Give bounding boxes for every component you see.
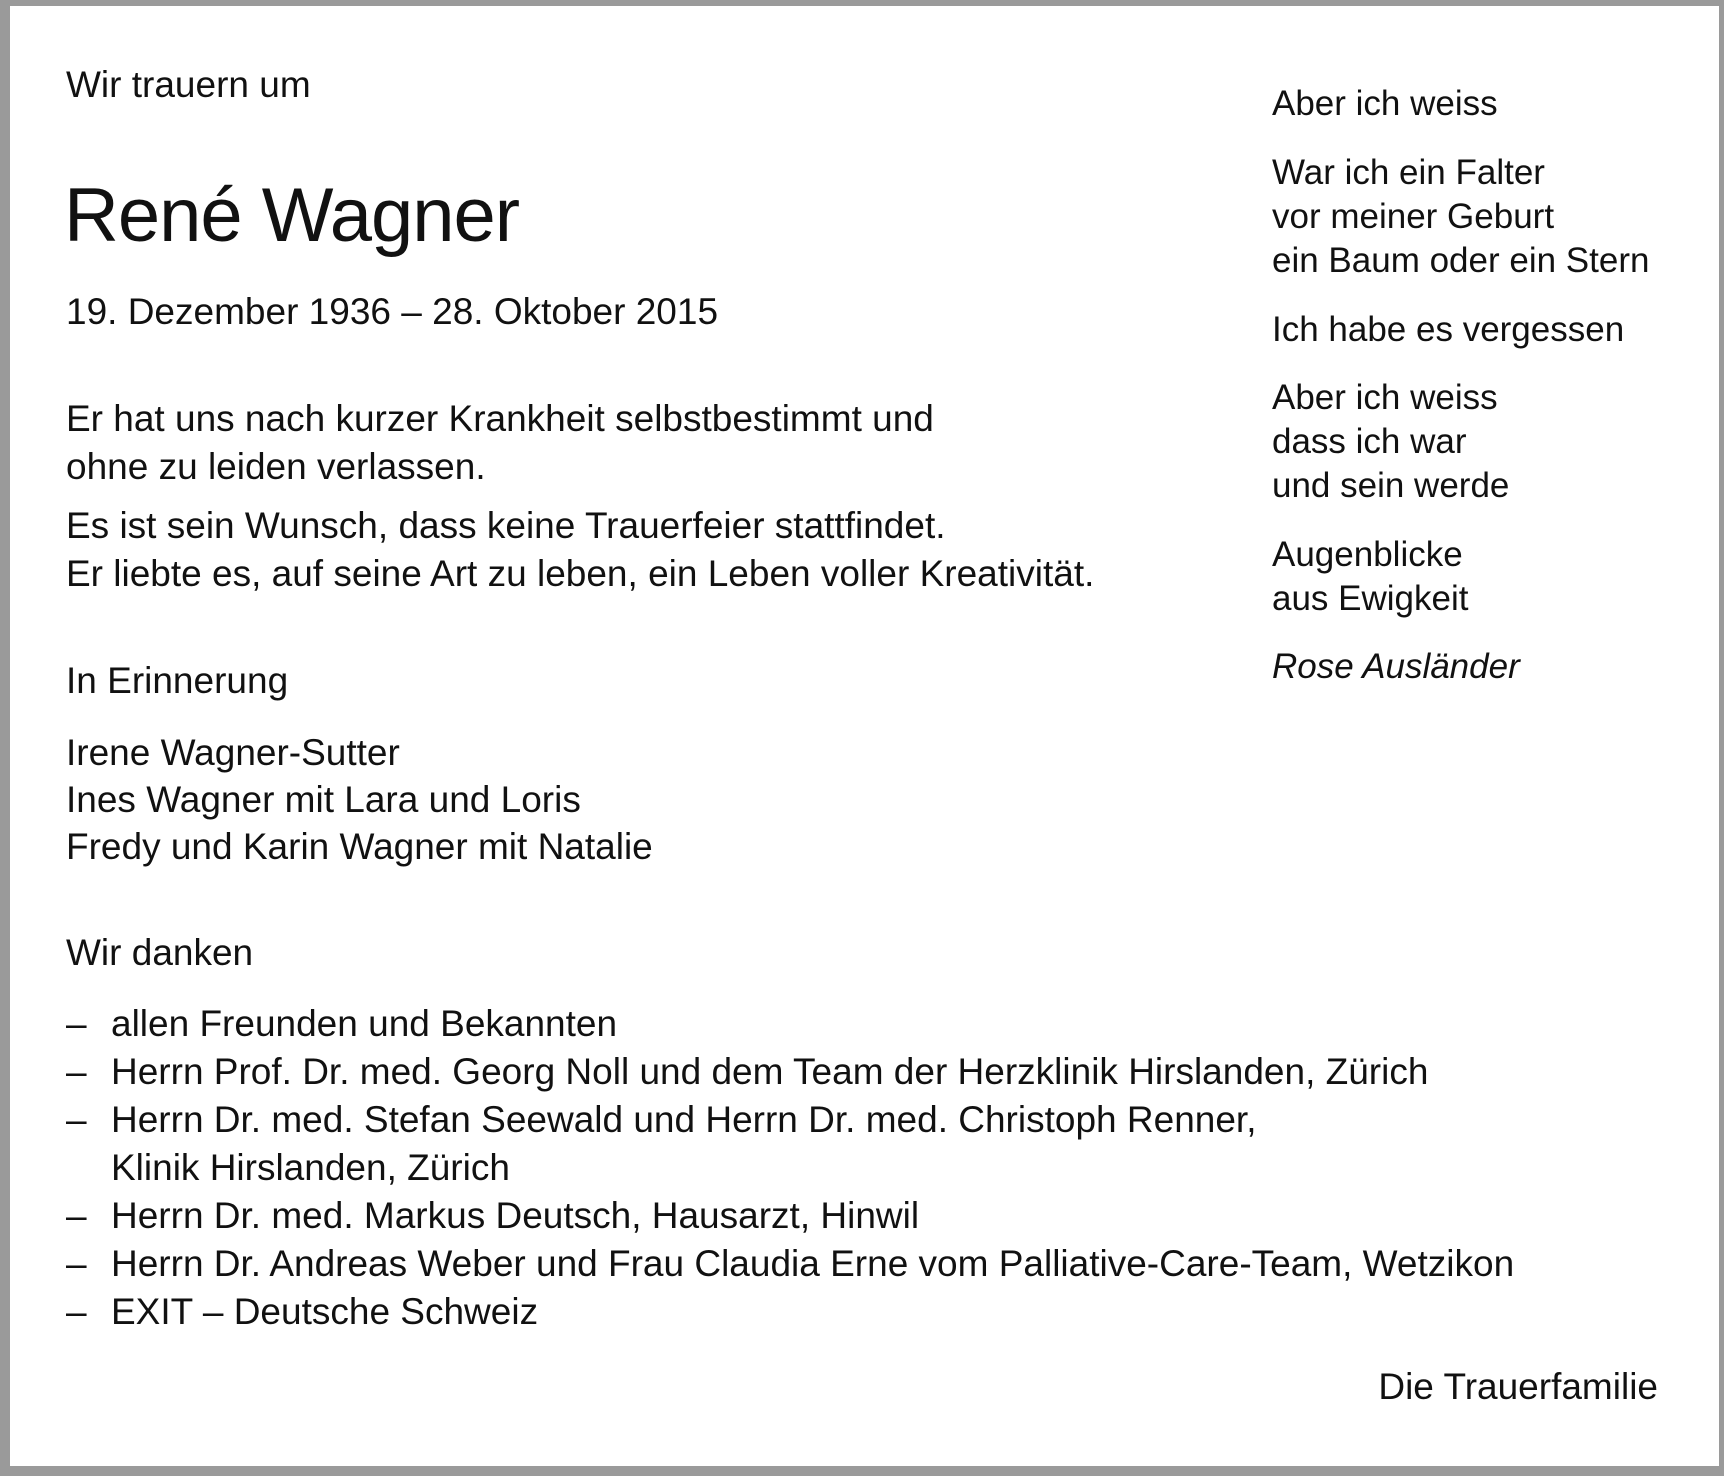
thanks-item-text: allen Freunden und Bekannten bbox=[111, 1003, 618, 1044]
thanks-item bbox=[66, 1000, 1514, 1048]
thanks-item bbox=[66, 1288, 1514, 1336]
poem-author: Rose Ausländer bbox=[1272, 647, 1520, 686]
poem-line: Ich habe es vergessen bbox=[1272, 310, 1625, 349]
thanks-item-text: Herrn Dr. Andreas Weber und Frau Claudia Erne vom Palliative-Care-Team, Wetzikon bbox=[111, 1243, 1515, 1284]
remembrance-name: Fredy und Karin Wagner mit Natalie bbox=[66, 826, 653, 867]
poem-title: Aber ich weiss bbox=[1272, 84, 1498, 123]
thanks-item-text: Herrn Dr. med. Stefan Seewald und Herrn Dr. med. Christoph Renner, bbox=[111, 1099, 1257, 1140]
message-p2-line1: Es ist sein Wunsch, dass keine Trauerfeier stattfindet. bbox=[66, 505, 946, 546]
remembrance-heading: In Erinnerung bbox=[66, 660, 289, 701]
thanks-item bbox=[66, 1192, 1514, 1240]
thanks-item bbox=[66, 1048, 1514, 1096]
thanks-item-text: Herrn Dr. med. Markus Deutsch, Hausarzt, Hinwil bbox=[111, 1195, 920, 1236]
poem-line: und sein werde bbox=[1272, 466, 1510, 505]
poem-line: vor meiner Geburt bbox=[1272, 197, 1555, 236]
thanks-heading: Wir danken bbox=[66, 932, 254, 973]
poem-line: Augenblicke bbox=[1272, 535, 1463, 574]
poem-line: aus Ewigkeit bbox=[1272, 579, 1469, 618]
intro-text: Wir trauern um bbox=[66, 64, 311, 105]
deceased-name: René Wagner bbox=[64, 173, 520, 258]
thanks-item-text: Herrn Prof. Dr. med. Georg Noll und dem Team der Herzklinik Hirslanden, Zürich bbox=[111, 1051, 1429, 1092]
dash-bullet: – bbox=[66, 1099, 87, 1140]
poem-line: Aber ich weiss bbox=[1272, 378, 1498, 417]
thanks-item bbox=[66, 1240, 1514, 1288]
poem-line: dass ich war bbox=[1272, 422, 1467, 461]
dash-bullet: – bbox=[66, 1051, 87, 1092]
message-p1-line1: Er hat uns nach kurzer Krankheit selbstbestimmt und bbox=[66, 398, 934, 439]
thanks-item-text: EXIT – Deutsche Schweiz bbox=[111, 1291, 539, 1332]
dash-bullet: – bbox=[66, 1195, 87, 1236]
dash-bullet: – bbox=[66, 1243, 87, 1284]
remembrance-name: Irene Wagner-Sutter bbox=[66, 732, 400, 773]
dash-bullet: – bbox=[66, 1291, 87, 1332]
life-dates: 19. Dezember 1936 – 28. Oktober 2015 bbox=[66, 291, 719, 332]
poem-line: ein Baum oder ein Stern bbox=[1272, 241, 1650, 280]
poem-line: War ich ein Falter bbox=[1272, 153, 1545, 192]
thanks-item bbox=[66, 1096, 1514, 1192]
dash-bullet: – bbox=[66, 1003, 87, 1044]
signature: Die Trauerfamilie bbox=[1378, 1366, 1658, 1407]
thanks-list bbox=[66, 1000, 1514, 1336]
thanks-item-text-continued: Klinik Hirslanden, Zürich bbox=[111, 1147, 510, 1188]
remembrance-name: Ines Wagner mit Lara und Loris bbox=[66, 779, 581, 820]
message-p1-line2: ohne zu leiden verlassen. bbox=[66, 446, 486, 487]
message-p2-line2: Er liebte es, auf seine Art zu leben, ein Leben voller Kreativität. bbox=[66, 553, 1095, 594]
